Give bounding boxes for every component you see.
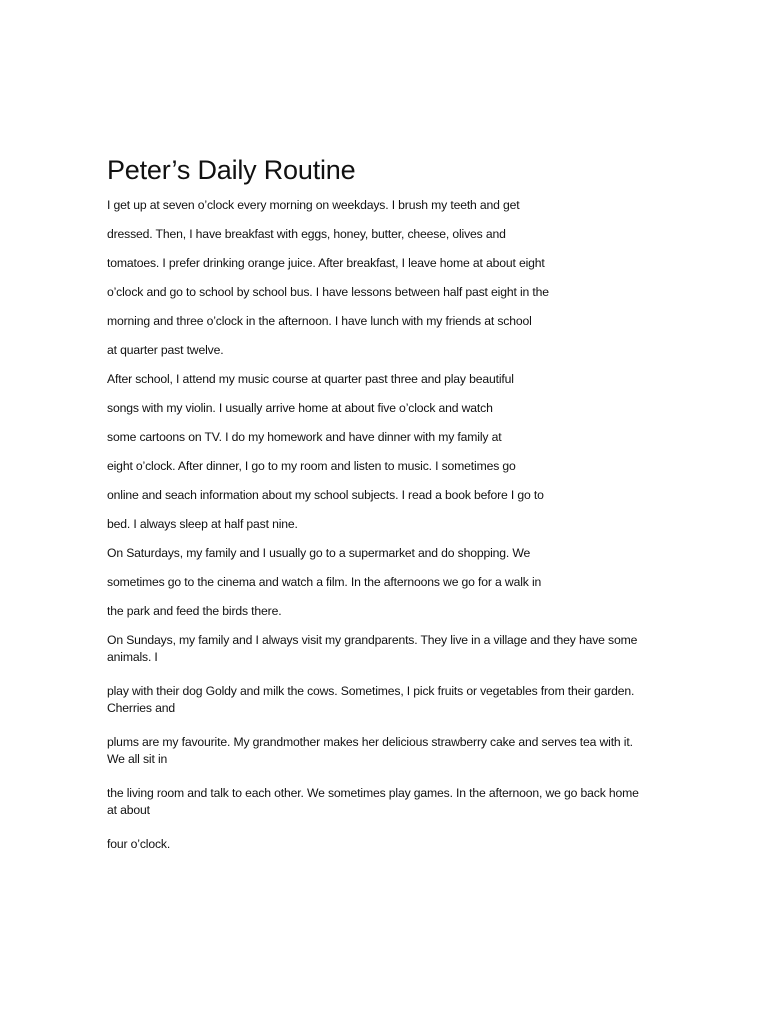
text-line: o’clock and go to school by school bus. I have lessons between half past eight in the: [107, 285, 549, 299]
text-line: eight o’clock. After dinner, I go to my room and listen to music. I sometimes go: [107, 459, 516, 473]
text-line: After school, I attend my music course at quarter past three and play beautiful: [107, 372, 514, 386]
text-line: bed. I always sleep at half past nine.: [107, 517, 298, 531]
text-line: We all sit in: [107, 752, 168, 766]
text-line: animals. I: [107, 650, 158, 664]
text-line: morning and three o’clock in the afternoon. I have lunch with my friends at school: [107, 314, 532, 328]
text-line: play with their dog Goldy and milk the cows. Sometimes, I pick fruits or vegetables from their garden.: [107, 684, 635, 698]
text-line: dressed. Then, I have breakfast with eggs, honey, butter, cheese, olives and: [107, 227, 506, 241]
document-title: Peter’s Daily Routine: [107, 155, 356, 185]
text-line: On Saturdays, my family and I usually go to a supermarket and do shopping. We: [107, 546, 531, 560]
text-line: at about: [107, 803, 150, 817]
text-line: plums are my favourite. My grandmother makes her delicious strawberry cake and serves tea with it.: [107, 735, 633, 749]
text-line: the park and feed the birds there.: [107, 604, 282, 618]
text-line: sometimes go to the cinema and watch a film. In the afternoons we go for a walk in: [107, 575, 542, 589]
text-line: some cartoons on TV. I do my homework and have dinner with my family at: [107, 430, 502, 444]
text-line: I get up at seven o’clock every morning on weekdays. I brush my teeth and get: [107, 198, 520, 212]
text-line: Cherries and: [107, 701, 175, 715]
text-line: On Sundays, my family and I always visit my grandparents. They live in a village and they have some: [107, 633, 638, 647]
text-line: songs with my violin. I usually arrive home at about five o’clock and watch: [107, 401, 493, 415]
text-line: online and seach information about my school subjects. I read a book before I go to: [107, 488, 544, 502]
text-line: the living room and talk to each other. We sometimes play games. In the afternoon, we go back home: [107, 786, 639, 800]
text-line: at quarter past twelve.: [107, 343, 224, 357]
text-line: four o’clock.: [107, 837, 171, 851]
text-line: tomatoes. I prefer drinking orange juice. After breakfast, I leave home at about eight: [107, 256, 545, 270]
document-body: [107, 198, 707, 851]
